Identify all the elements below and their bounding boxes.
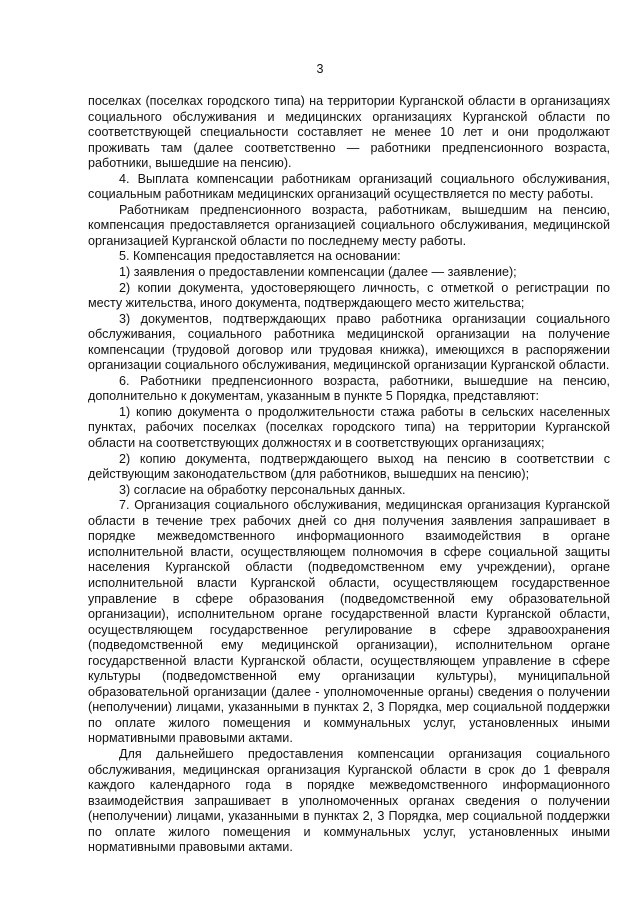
document-body <box>88 94 610 856</box>
paragraph-item-6-sub-3: 3) согласие на обработку персональных данных. <box>119 482 406 497</box>
paragraph-continuation: поселках (поселках городского типа) на территории Курганской области в организациях социального обслуживания и медицинских организациях Курганской области по соответствующей специальности составляет не менее 10 лет и они продолжают проживать там (далее соответственно — работники предпенсионного возраста, работники, вышедшие на пенсию). <box>88 94 610 171</box>
paragraph-item-6-sub-2: 2) копию документа, подтверждающего выход на пенсию в соответствии с действующим законодательством (для работников, вышедших на пенсию); <box>88 451 610 482</box>
paragraph-item-5-sub-2: 2) копии документа, удостоверяющего личность, с отметкой о регистрации по месту жительства, иного документа, подтверждающего место жительства; <box>88 280 610 311</box>
paragraph-item-7: 7. Организация социального обслуживания, медицинская организация Курганской области в течение трех рабочих дней со дня получения заявления запрашивает в порядке межведомственного информационного взаимодействия в органе исполнительной власти, осуществляющем полномочия в сфере социальной защиты населения Курганской области (подведомственном ему учреждении), органе исполнительной власти Курганской области, осуществляющем государственное управление в сфере образования (подведомственной ему образовательной организации), исполнительном органе государственной власти Курганской области, осуществляющем государственное регулирование в сфере здравоохранения (подведомственной ему медицинской организации), исполнительном органе государственной власти Курганской области, осуществляющем управление в сфере культуры (подведомственной ему организации культуры), муниципальной образовательной организации (далее - уполномоченные органы) сведения о получении (неполучении) лицами, указанными в пунктах 2, 3 Порядка, мер социальной поддержки по оплате жилого помещения и коммунальных услуг, установленных иными нормативными правовыми актами. <box>88 498 610 746</box>
paragraph-item-5-sub-3: 3) документов, подтверждающих право работника организации социального обслуживания, социального работника медицинской организации на получение компенсации (трудовой договор или трудовая книжка), имеющихся в распоряжении организации социального обслуживания, медицинской организации Курганской области. <box>88 311 610 373</box>
paragraph-item-5: 5. Компенсация предоставляется на основании: <box>119 249 401 264</box>
paragraph-item-6: 6. Работники предпенсионного возраста, работники, вышедшие на пенсию, дополнительно к документам, указанным в пункте 5 Порядка, представляют: <box>88 373 610 404</box>
paragraph-item-4: 4. Выплата компенсации работникам организаций социального обслуживания, социальным работникам медицинских организаций осуществляется по месту работы. <box>88 171 610 202</box>
paragraph-pre-pension-workers: Работникам предпенсионного возраста, работникам, вышедшим на пенсию, компенсация предоставляется организацией социального обслуживания, медицинской организацией Курганской области по последнему месту работы. <box>88 202 610 248</box>
paragraph-annual-request: Для дальнейшего предоставления компенсации организация социального обслуживания, медицинская организация Курганской области в срок до 1 февраля каждого календарного года в порядке межведомственного информационного взаимодействия запрашивает в уполномоченных органах сведения о получении (неполучении) лицами, указанными в пунктах 2, 3 Порядка, мер социальной поддержки по оплате жилого помещения и коммунальных услуг, установленных иными нормативными правовыми актами. <box>88 746 610 855</box>
page-number: 3 <box>316 62 324 76</box>
paragraph-item-6-sub-1: 1) копию документа о продолжительности стажа работы в сельских населенных пунктах, рабочих поселках (поселках городского типа) на территории Курганской области на соответствующих должностях и в соответствующих организациях; <box>88 404 610 451</box>
paragraph-item-5-sub-1: 1) заявления о предоставлении компенсации (далее — заявление); <box>119 265 517 280</box>
